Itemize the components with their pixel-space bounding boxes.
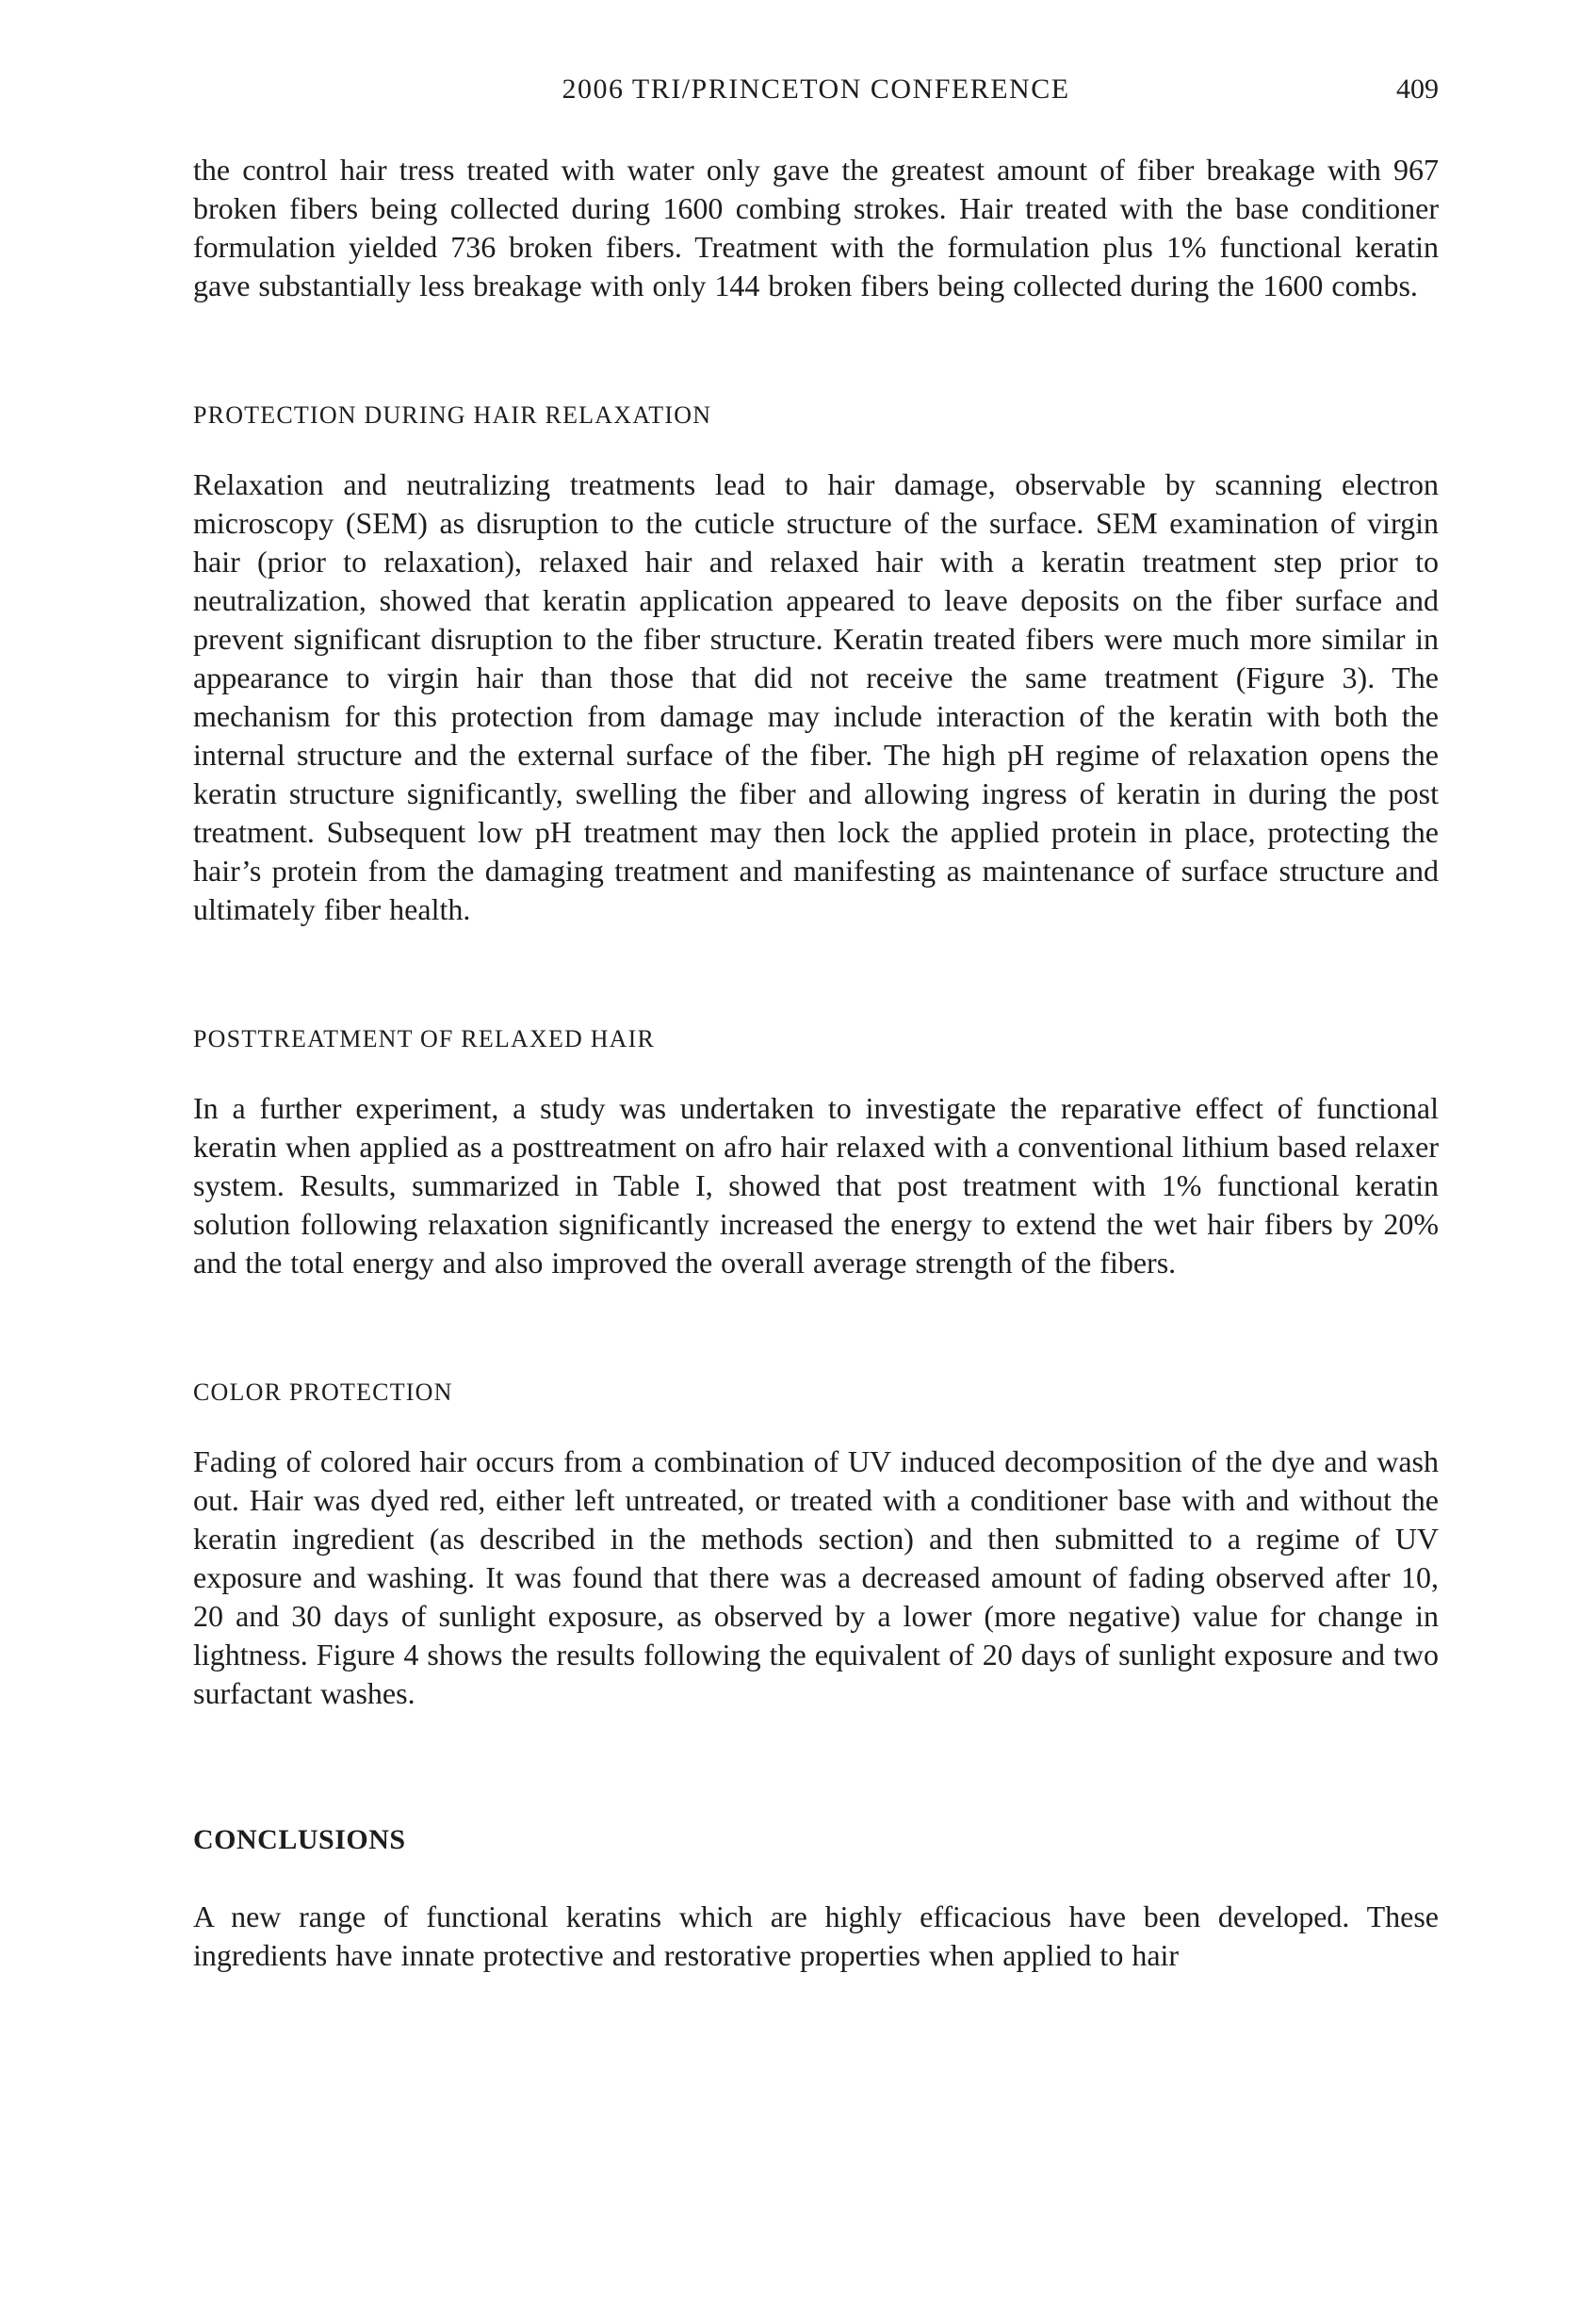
running-head-title: 2006 TRI/PRINCETON CONFERENCE bbox=[562, 73, 1070, 105]
page-number: 409 bbox=[1396, 73, 1439, 105]
section-conclusions bbox=[193, 1824, 1439, 1975]
section-heading-color-protection: COLOR PROTECTION bbox=[193, 1378, 453, 1406]
section-paragraph: In a further experiment, a study was undertaken to investigate the reparative effect of functional keratin when applied as a posttreatment on afro hair relaxed with a conventional lithium based relaxer system. Results, summarized in Table I, showed that post treatment with 1% functional keratin solution following relaxation significantly increased the energy to extend the wet hair fibers by 20% and the total energy and also improved the overall average strength of the fibers. bbox=[193, 1091, 1439, 1280]
section-heading-posttreatment-of-relaxed-hair: POSTTREATMENT OF RELAXED HAIR bbox=[193, 1025, 656, 1052]
page-header bbox=[193, 73, 1439, 111]
section-paragraph: Relaxation and neutralizing treatments lead to hair damage, observable by scanning electron microscopy (SEM) as disruption to the cuticle structure of the surface. SEM examination of virgin hair (prior to relaxation), relaxed hair and relaxed hair with a keratin treatment step prior to neutralization, showed that keratin application appeared to leave deposits on the fiber surface and prevent significant disruption to the fiber structure. Keratin treated fibers were much more similar in appearance to virgin hair than those that did not receive the same treatment (Figure 3). The mechanism for this protection from damage may include interaction of the keratin with both the internal structure and the external surface of the fiber. The high pH regime of relaxation opens the keratin structure significantly, swelling the fiber and allowing ingress of keratin in during the post treatment. Subsequent low pH treatment may then lock the applied protein in place, protecting the hair’s protein from the damaging treatment and manifesting as maintenance of surface structure and ultimately fiber health. bbox=[193, 467, 1439, 926]
section-paragraph: A new range of functional keratins which are highly efficacious have been developed. These ingredients have innate protective and restorative properties when applied to hair bbox=[193, 1900, 1439, 1972]
section-paragraph: Fading of colored hair occurs from a combination of UV induced decomposition of the dye and wash out. Hair was dyed red, either left untreated, or treated with a conditioner base with and without the keratin ingredient (as described in the methods section) and then submitted to a regime of UV exposure and washing. It was found that there was a decreased amount of fading observed after 10, 20 and 30 days of sunlight exposure, as observed by a lower (more negative) value for change in lightness. Figure 4 shows the results following the equivalent of 20 days of sunlight exposure and two surfactant washes. bbox=[193, 1444, 1439, 1710]
section-protection-during-hair-relaxation bbox=[193, 401, 1439, 929]
intro-paragraph: the control hair tress treated with water only gave the greatest amount of fiber breakage with 967 broken fibers being collected during 1600 combing strokes. Hair treated with the base conditioner formulation yielded 736 broken fibers. Treatment with the formulation plus 1% functional keratin gave substantially less breakage with only 144 broken fibers being collected during the 1600 combs. bbox=[193, 153, 1439, 302]
section-color-protection bbox=[193, 1378, 1439, 1713]
section-heading-protection-during-hair-relaxation: PROTECTION DURING HAIR RELAXATION bbox=[193, 401, 712, 429]
section-posttreatment-of-relaxed-hair bbox=[193, 1025, 1439, 1282]
section-heading-conclusions: CONCLUSIONS bbox=[193, 1824, 406, 1855]
